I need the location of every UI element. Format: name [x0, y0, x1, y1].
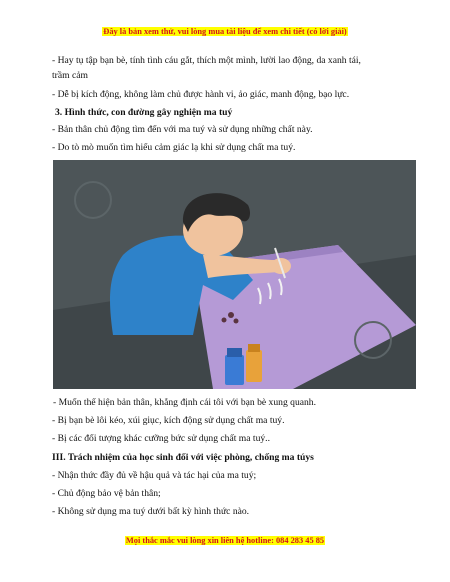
blue-bottle: [225, 355, 244, 385]
preview-notice-text: Đây là bản xem thử, vui lòng mua tài liệu để xem chi tiết (có lời giải): [103, 27, 347, 36]
hotline-text: Mọi thắc mắc vui lòng xin liên hệ hotline: 084 283 45 85: [125, 536, 325, 545]
paragraph-line: - Dễ bị kích động, không làm chủ được hành vi, ảo giác, manh động, bạo lực.: [52, 89, 350, 100]
section-heading-3: 3. Hình thức, con đường gây nghiện ma tuý: [55, 107, 233, 118]
paragraph-line: - Nhận thức đầy đủ về hậu quả và tác hại của ma tuý;: [52, 470, 257, 481]
paragraph-line: - Hay tụ tập bạn bè, tính tình cáu gắt, thích một mình, lười lao động, da xanh tái,: [52, 55, 361, 66]
orange-bottle: [246, 350, 262, 382]
paragraph-line: - Không sử dụng ma tuý dưới bất kỳ hình thức nào.: [52, 506, 250, 517]
pill: [222, 318, 227, 323]
drug-use-illustration: [53, 160, 416, 389]
paragraph-line: - Do tò mò muốn tìm hiểu cảm giác lạ khi sử dụng chất ma tuý.: [52, 142, 296, 153]
paragraph-line: - Bị các đối tượng khác cưỡng bức sử dụng chất ma tuý..: [52, 433, 270, 444]
preview-notice-banner: [0, 27, 450, 36]
pill: [228, 312, 234, 318]
paragraph-line: - Chủ động bảo vệ bản thân;: [52, 488, 161, 499]
pill: [234, 319, 239, 324]
hotline-banner: [0, 536, 450, 545]
paragraph-line: trầm cảm: [52, 70, 88, 81]
section-heading-III: III. Trách nhiệm của học sinh đối với việc phòng, chống ma túys: [52, 452, 314, 463]
paragraph-line: - Bị bạn bè lôi kéo, xúi giục, kích động sử dụng chất ma tuý.: [52, 415, 285, 426]
paragraph-line: - Bản thân chủ động tìm đến với ma tuý và sử dụng những chất này.: [52, 124, 313, 135]
paragraph-line: - Muốn thể hiện bản thân, khẳng định cái tôi với bạn bè xung quanh.: [53, 397, 316, 408]
